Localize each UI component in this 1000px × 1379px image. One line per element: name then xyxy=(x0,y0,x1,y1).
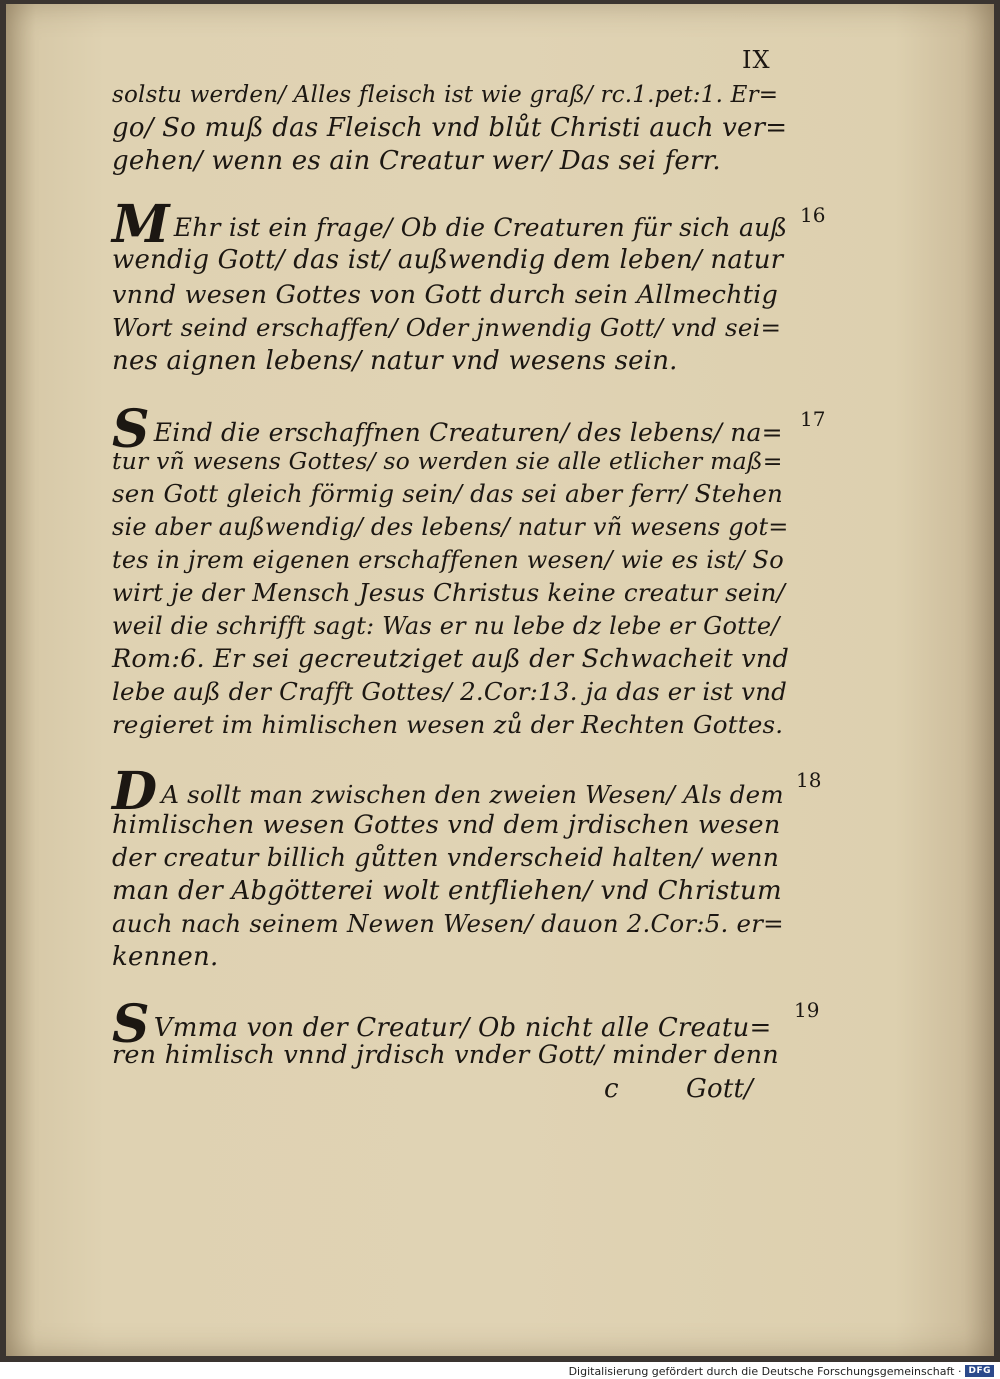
paragraph-first-line xyxy=(112,399,783,460)
text-line: wendig Gott/ das ist/ außwendig dem leben/ natur xyxy=(112,245,784,275)
text-line: sen Gott gleich förmig sein/ das sei aber ferr/ Stehen xyxy=(112,479,784,508)
text-line: auch nach seinem Newen Wesen/ dauon 2.Cor:5. er= xyxy=(112,909,784,938)
paragraph-first-line xyxy=(112,761,784,822)
text-line: Eind die erschaffnen Creaturen/ des lebens/ na= xyxy=(153,418,783,447)
text-line: Rom:6. Er sei gecreutziget auß der Schwacheit vnd xyxy=(112,644,790,674)
drop-initial: M xyxy=(112,194,170,255)
drop-initial: S xyxy=(112,399,150,460)
text-line: kennen. xyxy=(112,942,219,972)
text-line: vnnd wesen Gottes von Gott durch sein Allmechtig xyxy=(112,280,779,310)
catchword: Gott/ xyxy=(686,1074,754,1104)
drop-initial: D xyxy=(112,761,158,822)
text-line: der creatur billich gůtten vnderscheid halten/ wenn xyxy=(112,843,780,872)
footer-text: Digitalisierung gefördert durch die Deutsche Forschungsgemeinschaft · xyxy=(568,1364,962,1378)
paragraph-first-line xyxy=(112,994,772,1055)
text-line: gehen/ wenn es ain Creatur wer/ Das sei ferr. xyxy=(112,146,721,176)
text-line: nes aignen lebens/ natur vnd wesens sein. xyxy=(112,346,678,376)
folio-number: IX xyxy=(742,46,771,74)
margin-number: 17 xyxy=(800,407,826,431)
margin-number: 16 xyxy=(800,203,826,227)
text-line: wirt je der Mensch Jesus Christus keine creatur sein/ xyxy=(112,578,786,607)
text-line: A sollt man zwischen den zweien Wesen/ Als dem xyxy=(161,780,784,809)
signature-mark: c xyxy=(604,1074,619,1104)
dfg-logo: DFG xyxy=(965,1365,994,1377)
text-line: sie aber außwendig/ des lebens/ natur vñ wesens got= xyxy=(112,513,789,541)
footer-credit xyxy=(569,1363,994,1379)
text-line: go/ So muß das Fleisch vnd blůt Christi auch ver= xyxy=(112,113,788,143)
text-line: tur vñ wesens Gottes/ so werden sie alle etlicher maß= xyxy=(112,447,783,475)
text-line: tes in jrem eigenen erschaffenen wesen/ wie es ist/ So xyxy=(112,546,784,574)
text-line: ren himlisch vnnd jrdisch vnder Gott/ minder denn xyxy=(112,1040,779,1070)
text-line: man der Abgötterei wolt entfliehen/ vnd Christum xyxy=(112,876,782,906)
text-line: solstu werden/ Alles fleisch ist wie graß/ rc.1.pet:1. Er= xyxy=(112,82,779,108)
text-line: Ehr ist ein frage/ Ob die Creaturen für sich auß xyxy=(173,213,788,242)
margin-number: 19 xyxy=(794,998,820,1022)
text-line: himlischen wesen Gottes vnd dem jrdischen wesen xyxy=(112,810,781,840)
text-line: weil die schrifft sagt: Was er nu lebe dz lebe er Gotte/ xyxy=(112,612,780,640)
drop-initial: S xyxy=(112,994,150,1055)
text-line: Vmma von der Creatur/ Ob nicht alle Creatu= xyxy=(153,1013,772,1043)
text-line: lebe auß der Crafft Gottes/ 2.Cor:13. ja das er ist vnd xyxy=(112,677,788,706)
text-line: regieret im himlischen wesen zů der Rechten Gottes. xyxy=(112,710,784,739)
text-line: Wort seind erschaffen/ Oder jnwendig Gott/ vnd sei= xyxy=(112,313,782,342)
paragraph-first-line xyxy=(112,194,788,255)
margin-number: 18 xyxy=(796,768,822,792)
